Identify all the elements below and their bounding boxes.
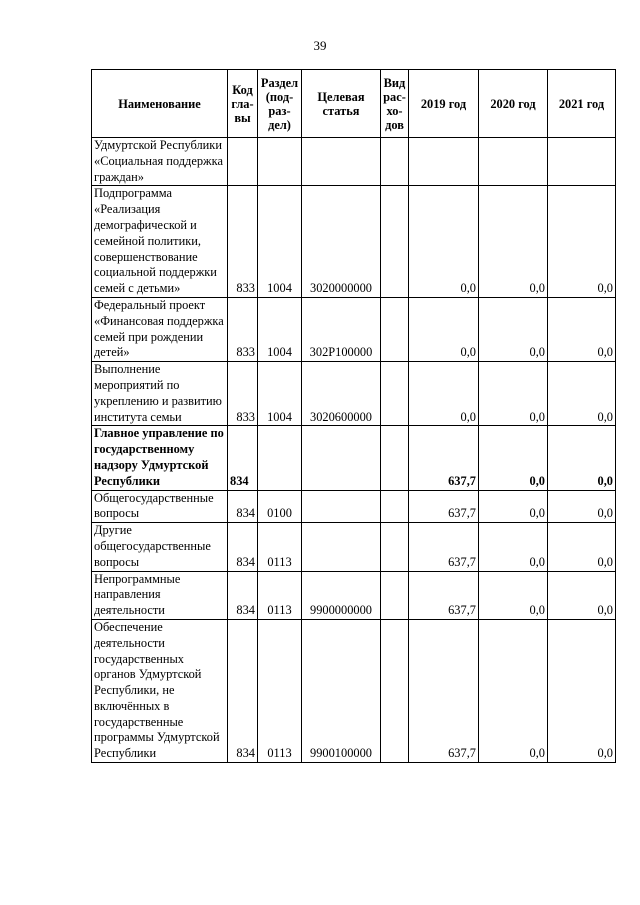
table-row: [92, 490, 616, 523]
row-name: Общегосударственные вопросы: [92, 490, 228, 523]
row-name: Федеральный проект «Финансовая поддержка семей при рождении детей»: [92, 297, 228, 361]
row-section: 0100: [258, 490, 302, 523]
row-2021: [548, 138, 616, 186]
row-target: [302, 523, 381, 571]
row-section: 1004: [258, 297, 302, 361]
row-code: 834: [228, 426, 258, 490]
row-name: Обеспечение деятельности государственных органов Удмуртской Республики, не включённых в государственные программы Удмуртской Республики: [92, 619, 228, 762]
row-name: Непрограммные направления деятельности: [92, 571, 228, 619]
header-name: Наименование: [92, 70, 228, 138]
row-expense: [381, 571, 409, 619]
row-code: 833: [228, 186, 258, 298]
row-name: Удмуртской Республики «Социальная поддержка граждан»: [92, 138, 228, 186]
row-2019: 0,0: [409, 186, 479, 298]
row-2021: 0,0: [548, 426, 616, 490]
table-body: [92, 138, 616, 763]
row-section: 0113: [258, 523, 302, 571]
row-expense: [381, 490, 409, 523]
row-expense: [381, 186, 409, 298]
row-2021: 0,0: [548, 523, 616, 571]
row-2020: 0,0: [479, 490, 548, 523]
row-name: Подпрограмма «Реализация демографической и семейной политики, совершенствование социальной поддержки семей с детьми»: [92, 186, 228, 298]
row-2019: 637,7: [409, 571, 479, 619]
header-2020: 2020 год: [479, 70, 548, 138]
row-code: 834: [228, 619, 258, 762]
table-row: [92, 426, 616, 490]
row-target: 9900100000: [302, 619, 381, 762]
table-row: [92, 571, 616, 619]
table-row: [92, 186, 616, 298]
row-target: 3020600000: [302, 362, 381, 426]
row-expense: [381, 138, 409, 186]
header-target: Целевая статья: [302, 70, 381, 138]
table-header-row: [92, 70, 616, 138]
row-target: [302, 490, 381, 523]
row-2019: [409, 138, 479, 186]
row-2020: 0,0: [479, 523, 548, 571]
row-2021: 0,0: [548, 297, 616, 361]
row-target: 9900000000: [302, 571, 381, 619]
row-target: 3020000000: [302, 186, 381, 298]
table-row: [92, 297, 616, 361]
table-row: [92, 619, 616, 762]
row-expense: [381, 362, 409, 426]
row-expense: [381, 523, 409, 571]
row-code: 834: [228, 523, 258, 571]
row-section: 0113: [258, 571, 302, 619]
row-2019: 637,7: [409, 490, 479, 523]
row-2021: 0,0: [548, 619, 616, 762]
row-2020: [479, 138, 548, 186]
row-2019: 0,0: [409, 362, 479, 426]
table-row: [92, 523, 616, 571]
row-section: 1004: [258, 362, 302, 426]
row-2020: 0,0: [479, 186, 548, 298]
row-section: [258, 426, 302, 490]
row-expense: [381, 619, 409, 762]
row-2020: 0,0: [479, 619, 548, 762]
row-target: [302, 138, 381, 186]
row-2019: 637,7: [409, 426, 479, 490]
row-code: 833: [228, 297, 258, 361]
row-2020: 0,0: [479, 297, 548, 361]
row-name: Другие общегосударственные вопросы: [92, 523, 228, 571]
row-expense: [381, 426, 409, 490]
row-section: 0113: [258, 619, 302, 762]
row-name: Главное управление по государственному надзору Удмуртской Республики: [92, 426, 228, 490]
row-2019: 637,7: [409, 523, 479, 571]
row-section: 1004: [258, 186, 302, 298]
row-2020: 0,0: [479, 362, 548, 426]
header-expense: Вид рас- хо- дов: [381, 70, 409, 138]
row-code: [228, 138, 258, 186]
header-code: Код гла- вы: [228, 70, 258, 138]
row-code: 833: [228, 362, 258, 426]
row-2019: 637,7: [409, 619, 479, 762]
row-2019: 0,0: [409, 297, 479, 361]
row-2021: 0,0: [548, 571, 616, 619]
row-expense: [381, 297, 409, 361]
row-2021: 0,0: [548, 362, 616, 426]
header-2021: 2021 год: [548, 70, 616, 138]
row-name: Выполнение мероприятий по укреплению и развитию института семьи: [92, 362, 228, 426]
budget-table: [91, 69, 616, 763]
row-code: 834: [228, 490, 258, 523]
header-section: Раздел (под- раз- дел): [258, 70, 302, 138]
row-target: 302P100000: [302, 297, 381, 361]
row-2020: 0,0: [479, 571, 548, 619]
header-2019: 2019 год: [409, 70, 479, 138]
page-number: 39: [313, 38, 327, 53]
row-target: [302, 426, 381, 490]
row-2020: 0,0: [479, 426, 548, 490]
row-2021: 0,0: [548, 490, 616, 523]
table-row: [92, 138, 616, 186]
row-section: [258, 138, 302, 186]
table-row: [92, 362, 616, 426]
row-code: 834: [228, 571, 258, 619]
row-2021: 0,0: [548, 186, 616, 298]
